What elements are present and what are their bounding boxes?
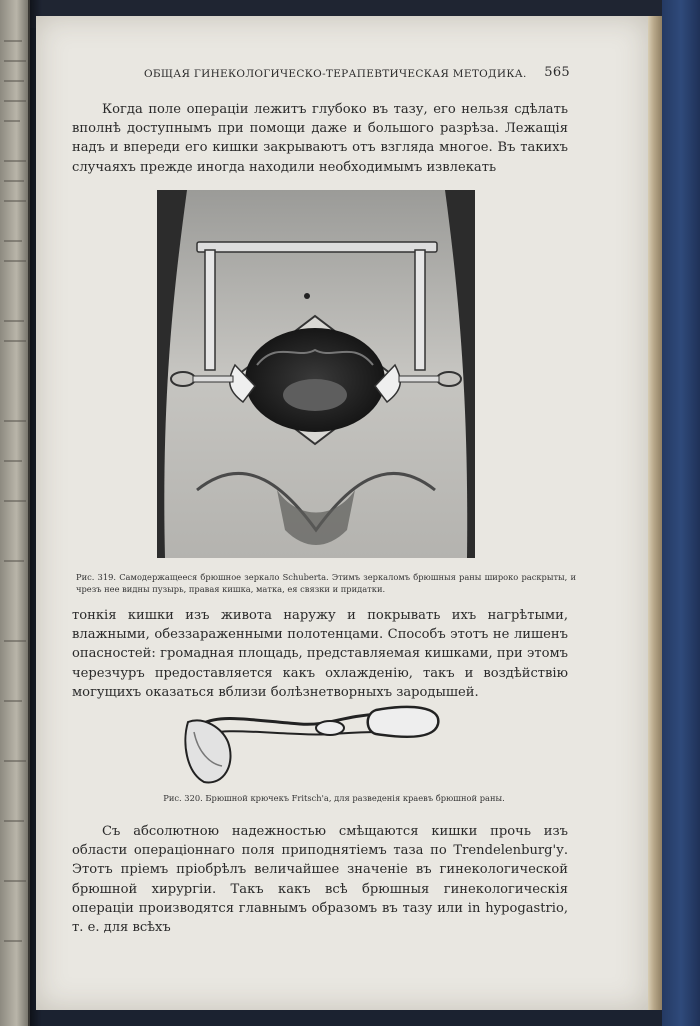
paragraph-3: Съ абсолютною надежностью смѣщаются кишки прочь изъ области операціоннаго поля приподнятіемъ таза по Trendelenburg'у. Этотъ пріемъ пріобрѣлъ величайшее значеніе въ гинекологической брюшной хирургіи. Такъ какъ всѣ брюшныя гинекологическія операціи производятся главнымъ образомъ въ тазу или in hypogastrio, т. е. для всѣхъ xyxy=(72,824,568,936)
paragraph-1: Когда поле операціи лежитъ глубоко въ тазу, его нельзя сдѣлать вполнѣ доступнымъ при помощи даже и большого разрѣза. Лежащія надъ и впереди его кишки закрываютъ отъ взгляда многое. Въ такихъ случаяхъ прежде иногда находили необходимымъ извлекать xyxy=(72,102,568,175)
page-number: 565 xyxy=(544,65,570,80)
speculum-illustration xyxy=(157,190,475,558)
book-cover xyxy=(662,0,700,1026)
paragraph-2: тонкія кишки изъ живота наружу и покрывать ихъ нагрѣтыми, влажными, обеззараженными полотенцами. Способъ этотъ не лишенъ опасностей: громадная площадь, представляемая кишками, при этомъ черезчуръ предоставляется какъ охлажденію, такъ и воздѣйствію могущихъ оказаться вблизи болѣзнетворныхъ зародышей. xyxy=(72,608,568,700)
page-edges xyxy=(648,16,662,1010)
figure-319-caption: Рис. 319. Самодержащееся брюшное зеркало Schuberta. Этимъ зеркаломъ брюшныя раны широко раскрыты, и чрезъ нее видны пузырь, правая кишка, матка, ея связки и придатки. xyxy=(76,572,576,594)
previous-page-edge xyxy=(0,0,30,1026)
figure-320-caption: Рис. 320. Брюшной крючекъ Fritsch'а, для разведенія краевъ брюшной раны. xyxy=(163,793,505,803)
header-title: ОБЩАЯ ГИНЕКОЛОГИЧЕСКО-ТЕРАПЕВТИЧЕСКАЯ МЕТОДИКА. xyxy=(144,68,527,80)
retractor-illustration xyxy=(180,702,444,786)
running-header xyxy=(104,66,574,82)
